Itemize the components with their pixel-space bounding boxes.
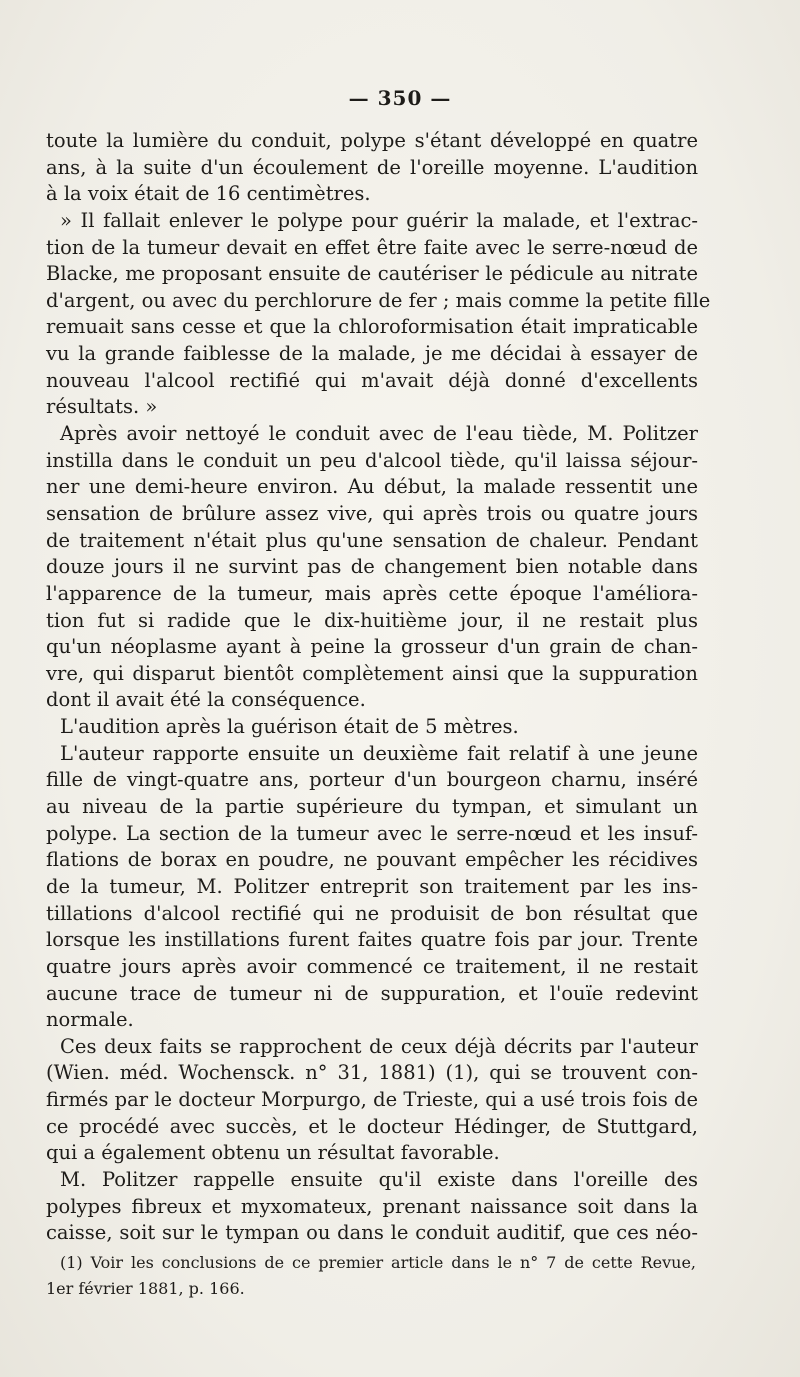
text-line: tion de la tumeur devait en effet être faite avec le serre-nœud de [46,235,698,259]
text-line: normale. [46,1008,134,1032]
text-line: » Il fallait enlever le polype pour guérir la malade, et l'extrac- [60,208,698,232]
text-line: lorsque les instillations furent faites quatre fois par jour. Trente [46,928,698,952]
text-line: ner une demi-heure environ. Au début, la malade ressentit une [46,475,698,499]
text-line: qu'un néoplasme ayant à peine la grosseur d'un grain de chan- [46,635,698,659]
footnote [46,1250,696,1302]
text-line: M. Politzer rappelle ensuite qu'il existe dans l'oreille des [60,1167,698,1191]
text-line: toute la lumière du conduit, polype s'étant développé en quatre [46,129,698,152]
body-text [46,128,711,1247]
text-line: firmés par le docteur Morpurgo, de Trieste, qui a usé trois fois de [46,1088,698,1112]
text-line: caisse, soit sur le tympan ou dans le conduit auditif, que ces néo- [46,1221,698,1245]
text-line: Blacke, me proposant ensuite de cautériser le pédicule au nitrate [46,262,698,286]
text-line: Après avoir nettoyé le conduit avec de l'eau tiède, M. Politzer [60,422,698,446]
text-line: L'auteur rapporte ensuite un deuxième fait relatif à une jeune [60,741,698,765]
text-line: flations de borax en poudre, ne pouvant empêcher les récidives [46,848,698,872]
text-line: polypes fibreux et myxomateux, prenant naissance soit dans la [46,1194,698,1218]
text-line: tillations d'alcool rectifié qui ne produisit de bon résultat que [46,901,698,925]
text-line: ans, à la suite d'un écoulement de l'oreille moyenne. L'audition [46,155,698,179]
footnote-line: (1) Voir les conclusions de ce premier article dans le n° 7 de cette Revue, [60,1253,696,1272]
text-line: nouveau l'alcool rectifié qui m'avait déjà donné d'excellents [46,368,698,392]
text-line: dont il avait été la conséquence. [46,688,366,712]
text-line: remuait sans cesse et que la chloroformisation était impraticable [46,315,698,339]
text-line: l'apparence de la tumeur, mais après cette époque l'améliora- [46,581,698,605]
text-line: instilla dans le conduit un peu d'alcool tiède, qu'il laissa séjour- [46,448,698,472]
text-line: de la tumeur, M. Politzer entreprit son traitement par les ins- [46,874,698,898]
text-line: au niveau de la partie supérieure du tympan, et simulant un [46,795,698,819]
text-line: quatre jours après avoir commencé ce traitement, il ne restait [46,954,698,978]
text-line: résultats. » [46,395,158,419]
footnote-line: 1er février 1881, p. 166. [46,1279,245,1298]
text-line: qui a également obtenu un résultat favorable. [46,1141,500,1165]
text-line: polype. La section de la tumeur avec le serre-nœud et les insuf- [46,821,698,845]
text-line: vu la grande faiblesse de la malade, je me décidai à essayer de [46,342,698,366]
text-line: vre, qui disparut bientôt complètement ainsi que la suppuration [46,661,698,685]
text-line: (Wien. méd. Wochensck. n° 31, 1881) (1), qui se trouvent con- [46,1061,698,1085]
text-line: douze jours il ne survint pas de changement bien notable dans [46,555,698,579]
text-line: L'audition après la guérison était de 5 mètres. [60,715,519,739]
page-number: — 350 — [348,86,452,110]
text-line: d'argent, ou avec du perchlorure de fer ; mais comme la petite fille [46,288,711,312]
text-line: aucune trace de tumeur ni de suppuration, et l'ouïe redevint [46,981,698,1005]
text-line: de traitement n'était plus qu'une sensation de chaleur. Pendant [46,528,698,552]
text-line: fille de vingt-quatre ans, porteur d'un bourgeon charnu, inséré [46,768,698,792]
text-line: sensation de brûlure assez vive, qui après trois ou quatre jours [46,501,698,525]
text-line: à la voix était de 16 centimètres. [46,182,371,206]
text-line: Ces deux faits se rapprochent de ceux déjà décrits par l'auteur [60,1034,698,1058]
text-line: ce procédé avec succès, et le docteur Hédinger, de Stuttgard, [46,1114,698,1138]
text-line: tion fut si radide que le dix-huitième jour, il ne restait plus [46,608,698,632]
